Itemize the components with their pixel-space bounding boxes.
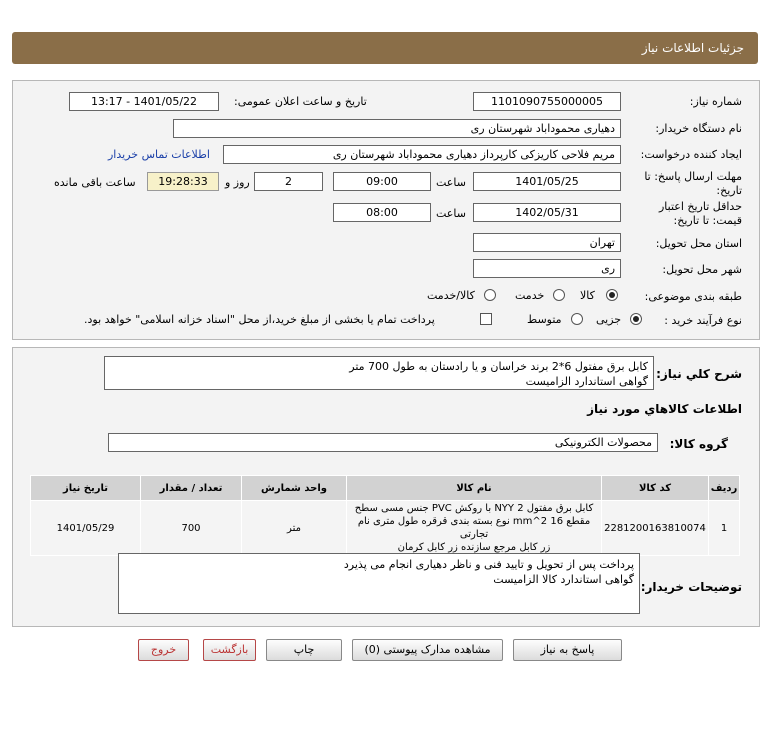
desc-line-2: گواهی استاندارد الزامیست xyxy=(525,375,648,388)
need-number-field: 1101090755000005 xyxy=(473,92,621,111)
contact-buyer-link[interactable]: اطلاعات تماس خریدار xyxy=(108,148,210,161)
table-row xyxy=(31,501,740,556)
category-radio-service[interactable] xyxy=(553,289,565,301)
city-field: ری xyxy=(473,259,621,278)
validity-label-1: حداقل تاریخ اعتبار xyxy=(658,200,742,213)
goods-info-title: اطلاعات كالاهاي مورد نياز xyxy=(587,402,742,416)
deadline-date-field: 1401/05/25 xyxy=(473,172,621,191)
buyer-notes-box xyxy=(118,553,640,614)
buyer-notes-line-2: گواهی استاندارد کالا الزامیست xyxy=(493,573,634,586)
col-unit: واحد شمارش xyxy=(242,476,347,501)
page-title: جزئیات اطلاعات نیاز xyxy=(641,41,744,55)
remaining-time-field: 19:28:33 xyxy=(147,172,219,191)
deadline-time-field: 09:00 xyxy=(333,172,431,191)
exit-button[interactable]: خروج xyxy=(138,639,189,661)
category-option-goods: کالا xyxy=(580,289,595,302)
col-qty: تعداد / مقدار xyxy=(141,476,242,501)
announce-label: تاریخ و ساعت اعلان عمومی: xyxy=(234,95,367,108)
row-name-line-3: زر کابل مرجع سازنده زر کابل کرمان xyxy=(397,542,551,553)
province-field: تهران xyxy=(473,233,621,252)
process-label: نوع فرآیند خرید : xyxy=(664,314,742,327)
process-option-minor: جزیی xyxy=(596,313,622,326)
city-label: شهر محل تحویل: xyxy=(662,263,742,276)
row-number: 1 xyxy=(709,501,740,556)
row-qty: 700 xyxy=(141,501,242,556)
category-option-goods-service: کالا/خدمت xyxy=(427,289,475,302)
process-radio-minor[interactable] xyxy=(630,313,642,325)
goods-table xyxy=(30,475,740,556)
buyer-org-label: نام دستگاه خریدار: xyxy=(655,122,742,135)
deadline-label-2: تاریخ: xyxy=(716,184,742,197)
row-name xyxy=(347,501,602,556)
creator-field: مریم فلاحی کاریزکی کارپرداز دهیاری محموداباد شهرستان ری xyxy=(223,145,621,164)
row-name-line-2: مقطع 16 mm^2 نوع بسته بندی قرقره طول متری نام تجارتی xyxy=(357,516,591,540)
buyer-notes-label: توضیحات خریدار: xyxy=(640,580,742,594)
desc-box xyxy=(104,356,654,390)
remaining-label: ساعت باقی مانده xyxy=(54,176,136,189)
process-option-medium: متوسط xyxy=(527,313,562,326)
days-label: روز و xyxy=(225,176,250,189)
payment-note: پرداخت تمام یا بخشی از مبلغ خرید،از محل "اسناد خزانه اسلامی" خواهد بود. xyxy=(84,313,435,326)
deadline-label-1: مهلت ارسال پاسخ: تا xyxy=(644,170,742,183)
need-number-label: شماره نیاز: xyxy=(689,95,742,108)
buyer-notes-line-1: پرداخت پس از تحویل و تایید فنی و ناظر دهیاری انجام می پذیرد xyxy=(343,558,634,571)
process-radio-medium[interactable] xyxy=(571,313,583,325)
category-option-service: خدمت xyxy=(515,289,545,302)
attachments-button[interactable]: مشاهده مدارک پیوستی (0) xyxy=(352,639,503,661)
category-label: طبقه بندی موضوعی: xyxy=(644,290,742,303)
page-title-bar xyxy=(12,32,758,64)
row-code: 2281200163810074 xyxy=(602,501,709,556)
category-radio-goods[interactable] xyxy=(606,289,618,301)
creator-label: ایجاد کننده درخواست: xyxy=(640,148,742,161)
row-date: 1401/05/29 xyxy=(31,501,141,556)
validity-label-2: قیمت: تا تاریخ: xyxy=(673,214,742,227)
province-label: استان محل تحویل: xyxy=(655,237,742,250)
goods-group-field: محصولات الکترونیکی xyxy=(108,433,658,452)
deadline-time-label: ساعت xyxy=(436,176,466,189)
col-code: کد کالا xyxy=(602,476,709,501)
col-row: ردیف xyxy=(709,476,740,501)
goods-group-label: گروه کالا: xyxy=(669,437,728,451)
desc-line-1: کابل برق مفتول 6*2 برند خراسان و یا رادستان به طول 700 متر xyxy=(349,360,648,373)
back-button[interactable]: بازگشت xyxy=(203,639,256,661)
validity-date-field: 1402/05/31 xyxy=(473,203,621,222)
row-name-line-1: کابل برق مفتول 2 NYY با روکش PVC جنس مسی سطح xyxy=(354,503,594,514)
validity-time-field: 08:00 xyxy=(333,203,431,222)
col-name: نام کالا xyxy=(347,476,602,501)
print-button[interactable]: چاپ xyxy=(266,639,342,661)
col-date: تاریخ نیاز xyxy=(31,476,141,501)
days-field: 2 xyxy=(254,172,323,191)
desc-label: شرح كلي نياز: xyxy=(656,367,742,381)
goods-table-header xyxy=(31,476,740,501)
reply-button[interactable]: پاسخ به نیاز xyxy=(513,639,622,661)
treasury-payment-checkbox[interactable] xyxy=(480,313,492,325)
announce-field: 1401/05/22 - 13:17 xyxy=(69,92,219,111)
validity-time-label: ساعت xyxy=(436,207,466,220)
category-radio-goods-service[interactable] xyxy=(484,289,496,301)
row-unit: متر xyxy=(242,501,347,556)
buyer-org-field: دهیاری محموداباد شهرستان ری xyxy=(173,119,621,138)
